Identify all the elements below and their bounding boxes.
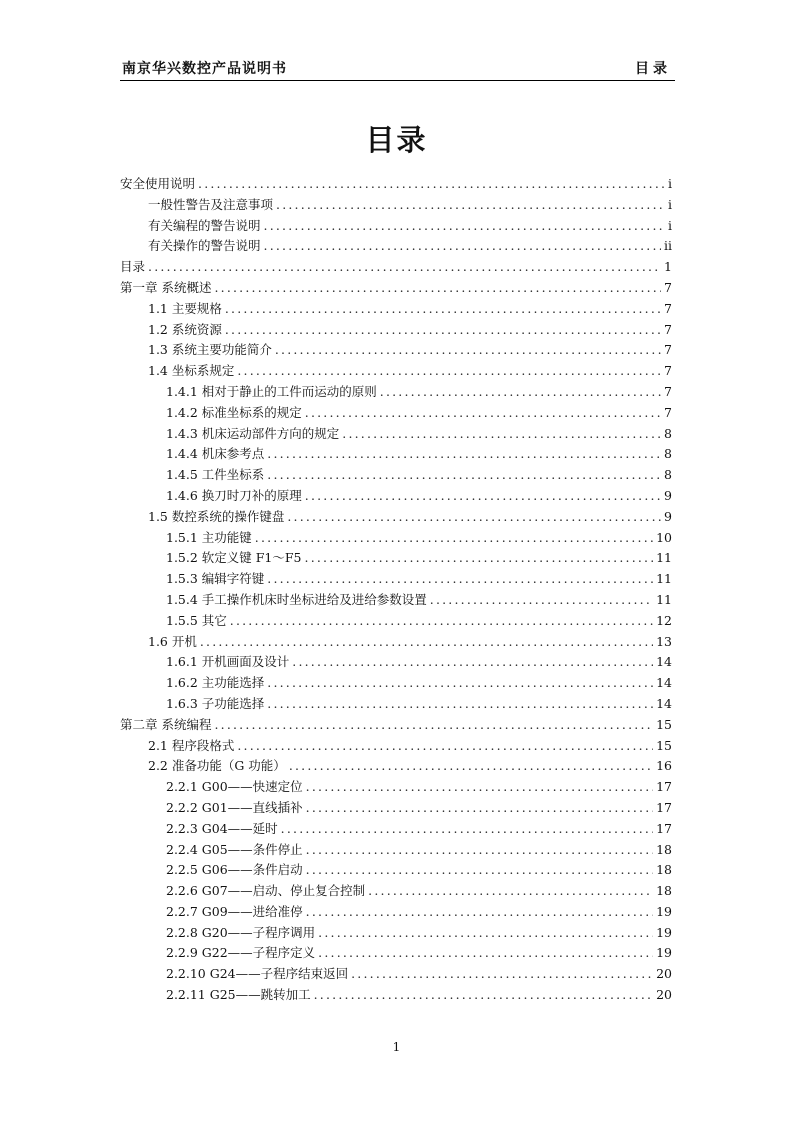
- section-name: 目录: [635, 61, 671, 77]
- toc-entry[interactable]: [120, 964, 672, 985]
- toc-entry[interactable]: [120, 923, 672, 944]
- toc-entry[interactable]: [120, 798, 672, 819]
- toc-entry-page: 14: [656, 695, 672, 711]
- toc-entry-label: 第一章 系统概述: [120, 279, 212, 295]
- toc-entry-label: 1.4.1 相对于静止的工件而运动的原则: [166, 383, 377, 399]
- toc-entry-page: 7: [664, 404, 672, 420]
- toc-entry-label: 1.5 数控系统的操作键盘: [148, 508, 285, 524]
- toc-entry-label: 一般性警告及注意事项: [148, 196, 274, 212]
- toc-entry-label: 1.4.4 机床参考点: [166, 446, 265, 462]
- toc-entry-page: 10: [656, 529, 672, 545]
- toc-entry-label: 1.6.3 子功能选择: [166, 695, 265, 711]
- toc-entry-page: 11: [656, 550, 672, 566]
- toc-entry-page: 18: [656, 883, 672, 899]
- toc-entry[interactable]: [120, 486, 672, 507]
- dot-leader: [267, 694, 653, 715]
- toc-entry[interactable]: [120, 548, 672, 569]
- toc-entry-page: 12: [656, 612, 672, 628]
- toc-entry-label: 2.2.4 G05——条件停止: [166, 841, 303, 857]
- toc-entry[interactable]: [120, 278, 672, 299]
- toc-entry[interactable]: [120, 320, 672, 341]
- toc-entry[interactable]: [120, 382, 672, 403]
- toc-entry-page: 18: [656, 841, 672, 857]
- toc-entry-label: 有关编程的警告说明: [148, 217, 261, 233]
- toc-entry[interactable]: [120, 694, 672, 715]
- toc-entry-page: 18: [656, 862, 672, 878]
- document-title: 南京华兴数控产品说明书: [122, 61, 287, 77]
- toc-entry-page: 15: [656, 737, 672, 753]
- dot-leader: [267, 569, 653, 590]
- toc-entry[interactable]: [120, 507, 672, 528]
- toc-entry-label: 2.2.11 G25——跳转加工: [166, 987, 311, 1003]
- dot-leader: [281, 819, 653, 840]
- toc-entry[interactable]: [120, 257, 672, 278]
- toc-entry-page: 14: [656, 654, 672, 670]
- toc-entry[interactable]: [120, 943, 672, 964]
- dot-leader: [318, 923, 653, 944]
- toc-entry-label: 2.2.7 G09——进给准停: [166, 903, 303, 919]
- dot-leader: [292, 652, 653, 673]
- dot-leader: [289, 756, 653, 777]
- dot-leader: [225, 320, 661, 341]
- page-number: 1: [392, 1040, 401, 1054]
- dot-leader: [306, 777, 653, 798]
- toc-entry[interactable]: [120, 216, 672, 237]
- toc-entry-page: 9: [664, 487, 672, 503]
- toc-entry[interactable]: [120, 736, 672, 757]
- toc-entry-page: 7: [664, 383, 672, 399]
- toc-entry[interactable]: [120, 881, 672, 902]
- toc-entry[interactable]: [120, 902, 672, 923]
- toc-entry-page: 19: [656, 924, 672, 940]
- toc-entry[interactable]: [120, 236, 672, 257]
- toc-entry-page: 17: [656, 779, 672, 795]
- toc-entry-page: 8: [664, 446, 672, 462]
- toc-entry-label: 1.6.2 主功能选择: [166, 675, 265, 691]
- dot-leader: [237, 361, 661, 382]
- dot-leader: [267, 673, 653, 694]
- dot-leader: [305, 403, 661, 424]
- toc-entry[interactable]: [120, 777, 672, 798]
- toc-entry-label: 2.2.3 G04——延时: [166, 820, 278, 836]
- toc-entry-label: 2.2.5 G06——条件启动: [166, 862, 303, 878]
- toc-entry-label: 有关操作的警告说明: [148, 238, 261, 254]
- dot-leader: [287, 507, 661, 528]
- toc-entry-page: 20: [656, 987, 672, 1003]
- toc-entry-page: 19: [656, 945, 672, 961]
- toc-entry-label: 第二章 系统编程: [120, 716, 212, 732]
- toc-entry-label: 1.6 开机: [148, 633, 197, 649]
- toc-entry-page: 13: [656, 633, 672, 649]
- toc-entry[interactable]: [120, 465, 672, 486]
- toc-entry-page: 7: [664, 363, 672, 379]
- dot-leader: [318, 943, 653, 964]
- dot-leader: [306, 860, 653, 881]
- toc-entry-label: 1.5.1 主功能键: [166, 529, 252, 545]
- toc-entry-label: 1.5.2 软定义键 F1～F5: [166, 550, 302, 566]
- dot-leader: [148, 257, 661, 278]
- toc-entry-label: 1.4 坐标系规定: [148, 363, 235, 379]
- toc-entry-page: 17: [656, 820, 672, 836]
- toc-entry-label: 1.4.3 机床运动部件方向的规定: [166, 425, 340, 441]
- toc-entry-label: 1.2 系统资源: [148, 321, 222, 337]
- toc-entry-page: 8: [664, 467, 672, 483]
- toc-entry-page: 17: [656, 799, 672, 815]
- toc-entry[interactable]: [120, 569, 672, 590]
- dot-leader: [368, 881, 653, 902]
- toc-entry-page: 7: [664, 342, 672, 358]
- toc-entry[interactable]: [120, 985, 672, 1006]
- toc-entry-label: 1.1 主要规格: [148, 300, 222, 316]
- toc-entry[interactable]: [120, 195, 672, 216]
- dot-leader: [351, 964, 653, 985]
- dot-leader: [306, 840, 653, 861]
- toc-entry[interactable]: [120, 590, 672, 611]
- toc-entry-label: 1.6.1 开机画面及设计: [166, 654, 290, 670]
- toc-entry[interactable]: [120, 715, 672, 736]
- toc-entry-page: 8: [664, 425, 672, 441]
- toc-entry[interactable]: [120, 299, 672, 320]
- toc-entry-label: 1.4.5 工件坐标系: [166, 467, 265, 483]
- toc-entry-label: 2.2.8 G20——子程序调用: [166, 924, 316, 940]
- toc-entry-page: 19: [656, 903, 672, 919]
- dot-leader: [264, 216, 665, 237]
- toc-entry-page: 1: [664, 259, 672, 275]
- toc-entry-page: 16: [656, 758, 672, 774]
- page-header: [120, 58, 675, 81]
- toc-entry-label: 1.5.4 手工操作机床时坐标进给及进给参数设置: [166, 591, 427, 607]
- toc-entry-label: 1.3 系统主要功能简介: [148, 342, 272, 358]
- dot-leader: [275, 340, 661, 361]
- toc-entry-label: 2.2.1 G00——快速定位: [166, 779, 303, 795]
- dot-leader: [306, 902, 653, 923]
- dot-leader: [276, 195, 665, 216]
- dot-leader: [237, 736, 653, 757]
- toc-entry-page: i: [668, 196, 672, 212]
- toc-entry[interactable]: [120, 174, 672, 195]
- toc-entry-label: 2.2.2 G01——直线插补: [166, 799, 303, 815]
- toc-entry-label: 2.2.9 G22——子程序定义: [166, 945, 316, 961]
- toc-entry-label: 2.2.10 G24——子程序结束返回: [166, 966, 349, 982]
- toc-entry-page: 7: [664, 321, 672, 337]
- toc-entry-page: 20: [656, 966, 672, 982]
- toc-entry[interactable]: [120, 424, 672, 445]
- toc-entry-label: 目录: [120, 259, 146, 275]
- toc-entry[interactable]: [120, 819, 672, 840]
- toc-entry-page: i: [668, 217, 672, 233]
- toc-entry-page: 7: [664, 279, 672, 295]
- toc-entry-page: ii: [664, 238, 672, 254]
- toc-entry-page: 15: [656, 716, 672, 732]
- toc-entry-page: 7: [664, 300, 672, 316]
- toc-entry[interactable]: [120, 340, 672, 361]
- toc-entry[interactable]: [120, 444, 672, 465]
- toc-entry[interactable]: [120, 611, 672, 632]
- toc-entry[interactable]: [120, 756, 672, 777]
- toc-entry[interactable]: [120, 403, 672, 424]
- toc-entry[interactable]: [120, 528, 672, 549]
- toc-entry-page: 9: [664, 508, 672, 524]
- dot-leader: [342, 424, 661, 445]
- dot-leader: [198, 174, 665, 195]
- dot-leader: [225, 299, 661, 320]
- dot-leader: [306, 798, 653, 819]
- toc-entry[interactable]: [120, 652, 672, 673]
- toc-entry[interactable]: [120, 840, 672, 861]
- page-title: 目录: [365, 123, 428, 157]
- toc-entry-page: i: [668, 176, 672, 191]
- dot-leader: [430, 590, 653, 611]
- dot-leader: [264, 236, 661, 257]
- dot-leader: [305, 486, 661, 507]
- toc-entry-label: 1.5.5 其它: [166, 612, 227, 628]
- toc-entry-page: 11: [656, 591, 672, 607]
- dot-leader: [255, 528, 653, 549]
- dot-leader: [200, 632, 653, 653]
- toc-entry-page: 14: [656, 675, 672, 691]
- toc-entry-label: 2.2 准备功能（G 功能）: [148, 758, 286, 774]
- dot-leader: [267, 465, 661, 486]
- table-of-contents: [120, 174, 672, 1006]
- dot-leader: [214, 278, 661, 299]
- dot-leader: [267, 444, 661, 465]
- toc-entry[interactable]: [120, 860, 672, 881]
- dot-leader: [305, 548, 654, 569]
- toc-entry[interactable]: [120, 673, 672, 694]
- toc-entry-page: 11: [656, 571, 672, 587]
- dot-leader: [230, 611, 653, 632]
- dot-leader: [314, 985, 653, 1006]
- toc-entry[interactable]: [120, 361, 672, 382]
- toc-entry-label: 2.1 程序段格式: [148, 737, 235, 753]
- toc-entry[interactable]: [120, 632, 672, 653]
- dot-leader: [380, 382, 661, 403]
- toc-entry-label: 1.5.3 编辑字符键: [166, 571, 265, 587]
- toc-entry-label: 2.2.6 G07——启动、停止复合控制: [166, 883, 366, 899]
- toc-entry-label: 1.4.2 标准坐标系的规定: [166, 404, 302, 420]
- toc-entry-label: 安全使用说明: [120, 176, 196, 191]
- dot-leader: [214, 715, 653, 736]
- toc-entry-label: 1.4.6 换刀时刀补的原理: [166, 487, 302, 503]
